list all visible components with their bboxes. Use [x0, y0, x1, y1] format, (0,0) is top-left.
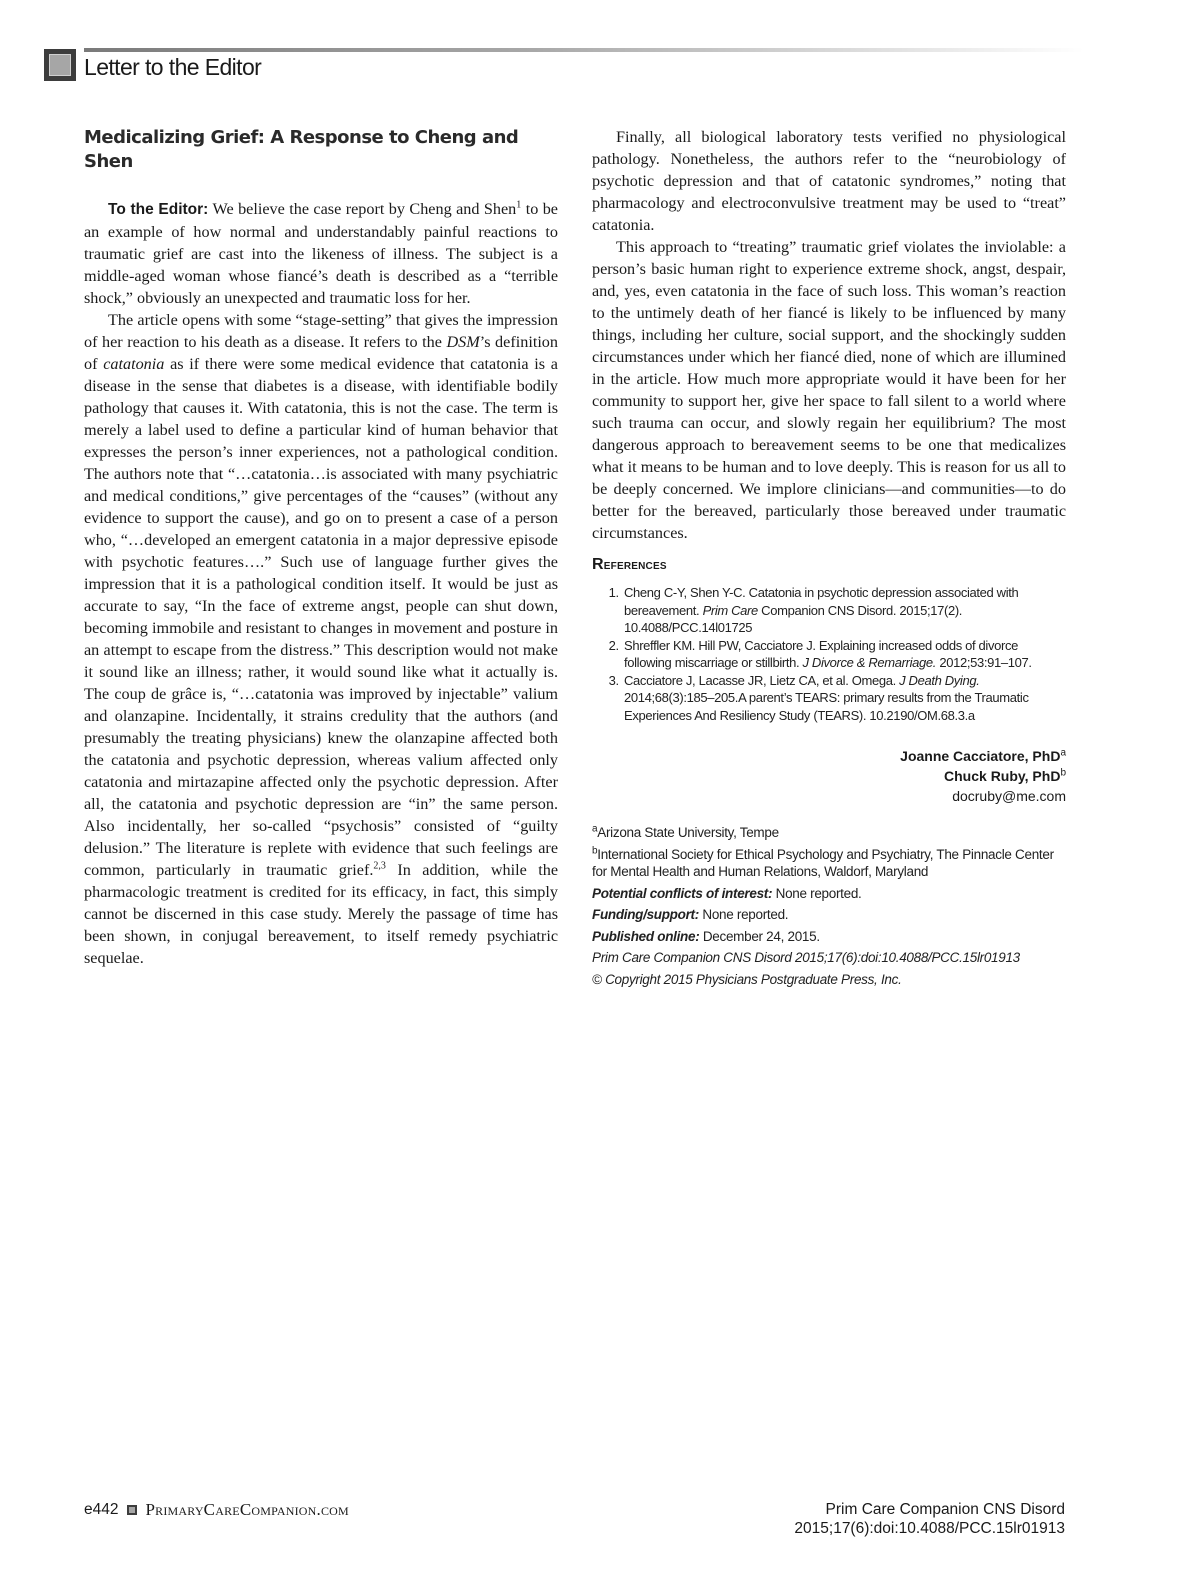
affiliation-b: $^b$International Society for Ethical Psychology and Psychiatry, The Pinnacle Center for Mental Health and Human Relations, Waldorf, Maryland: [592, 845, 1054, 879]
journal-name: Prim Care Companion CNS Disord: [825, 1501, 1065, 1518]
journal-doi: 2015;17(6):doi:10.4088/PCC.15lr01913: [794, 1520, 1065, 1537]
reference-item: 3. Cacciatore J, Lacasse JR, Lietz CA, et al. Omega. J Death Dying. 2014;68(3):185–205.A parent’s TEARS: primary results from the Traumatic Experiences And Resiliency Study (TEARS). 10.2190/OM.68.3.a: [622, 672, 1066, 725]
footer-left: [84, 1500, 349, 1520]
article-title: Medicalizing Grief: A Response to Cheng and Shen: [84, 127, 519, 172]
paragraph-4: This approach to “treating” traumatic grief violates the inviolable: a person’s basic human right to experience extreme shock, angst, despair, and, yes, even catatonia in the face of such loss. This woman’s reaction to the untimely death of her fiancé is likely to be influenced by many things, including her culture, social support, and the shockingly sudden circumstances under which her fiancé died, none of which are illumined in the article. How much more appropriate would it have been for her community to support her, give her space to fall silent to a world where such trauma can occur, and slowly regain her equilibrium? The most dangerous approach to bereavement seems to be one that medicalizes what it means to be human and to love deeply. This is reason for us all to be deeply concerned. We implore clinicians—and communities—to do better for the bereaved, particularly those bereaved under traumatic circumstances.: [592, 238, 1066, 542]
references-heading: References: [592, 556, 667, 573]
right-column: [592, 126, 1066, 992]
affiliation-a: $^a$Arizona State University, Tempe: [592, 823, 779, 840]
published-online: Published online: December 24, 2015.: [592, 928, 820, 944]
reference-item: 1. Cheng C-Y, Shen Y-C. Catatonia in psychotic depression associated with bereavement. Prim Care Companion CNS Disord. 2015;17(2). 10.4088/PCC.14l01725: [622, 584, 1066, 637]
reference-item: 2. Shreffler KM. Hill PW, Cacciatore J. Explaining increased odds of divorce following miscarriage or stillbirth. J Divorce & Remarriage. 2012;53:91–107.: [622, 637, 1066, 672]
body-text-left: [84, 198, 558, 969]
copyright-line: © Copyright 2015 Physicians Postgraduate Press, Inc.: [592, 971, 902, 987]
references-list: [592, 584, 1066, 724]
paragraph-2: The article opens with some “stage-setting” that gives the impression of her reaction to his death as a disease. It refers to the DSM’s definition of catatonia as if there were some medical evidence that catatonia is a disease in the sense that diabetes is a disease, with identifiable bodily pathology that causes it. With catatonia, this is not the case. The term is merely a label used to define a particular kind of human behavior that expresses the person’s inner experiences, not a pathological condition. The authors note that “…catatonia…is associated with many psychiatric and medical conditions,” give percentages of the “causes” (without any evidence to support the cause), and go on to present a case of a person who, “…developed an emergent catatonia in a major depressive episode with psychotic features….” Such use of language further gives the impression that it is a pathological condition itself. It would be just as accurate to say, “In the face of extreme angst, people can shut down, becoming immobile and resistant to changes in movement and posture in an attempt to escape from the distress.” This description would not make it sound like an illness; rather, it would sound like what it actually is. The coup de grâce is, “…catatonia was improved by injectable” valium and olanzapine. Incidentally, it strains credulity that the authors (and presumably the treating physicians) knew the olanzapine affected both the catatonia and psychotic depression, whereas valium affected only catatonia and mirtazapine affected only the psychotic depression. After all, the catatonia and psychotic depression are “in” the same person. Also incidentally, her so-called “psychosis” consisted of “guilty delusion.” The literature is replete with evidence that such feelings are common, particularly in traumatic grief.$^{2,3}$ In addition, while the pharmacologic treatment is credited for its efficacy, in fact, this simply cannot be discerned in this case study. Merely the passage of time has been shown, in conjugal bereavement, to itself remedy psychiatric sequelae.: [84, 311, 559, 967]
footer-right: [794, 1500, 1065, 1538]
to-the-editor-label: To the Editor:: [108, 201, 209, 218]
body-text-right: [592, 126, 1066, 544]
paragraph-3: Finally, all biological laboratory tests verified no physiological pathology. Nonetheless, the authors refer to the “neurobiology of psychotic depression and that of catatonic syndromes,” noting that pharmacology and electroconvulsive treatment may be used to “treat” catatonia.: [592, 128, 1066, 234]
author-1: Joanne Cacciatore, PhD$^a$: [900, 747, 1066, 764]
author-email[interactable]: docruby@me.com: [952, 788, 1066, 804]
site-link[interactable]: PrimaryCareCompanion.com: [145, 1500, 349, 1519]
section-label: Letter to the Editor: [84, 54, 262, 80]
paragraph-1: To the Editor: We believe the case report by Cheng and Shen$^1$ to be an example of how normal and understandably painful reactions to traumatic grief are cast into the likeness of illness. The subject is a middle-aged woman whose fiancé’s death is described as a “terrible shock,” obviously an unexpected and traumatic loss for her.: [84, 199, 558, 307]
affiliations-block: [592, 824, 1066, 988]
citation-sup: 1: [516, 199, 522, 211]
funding-support: Funding/support: None reported.: [592, 907, 789, 922]
left-column: [84, 126, 558, 969]
page-number: e442: [84, 1501, 119, 1518]
citation-sup: 2,3: [373, 860, 386, 872]
section-square-icon: [44, 49, 76, 81]
footer-square-icon: [127, 1505, 137, 1515]
author-block: [592, 746, 1066, 806]
conflicts-of-interest: Potential conflicts of interest: None reported.: [592, 885, 862, 901]
citation-line: Prim Care Companion CNS Disord 2015;17(6):doi:10.4088/PCC.15lr01913: [592, 950, 1020, 965]
author-2: Chuck Ruby, PhD$^b$: [944, 767, 1066, 784]
header-rule: [84, 48, 1084, 52]
